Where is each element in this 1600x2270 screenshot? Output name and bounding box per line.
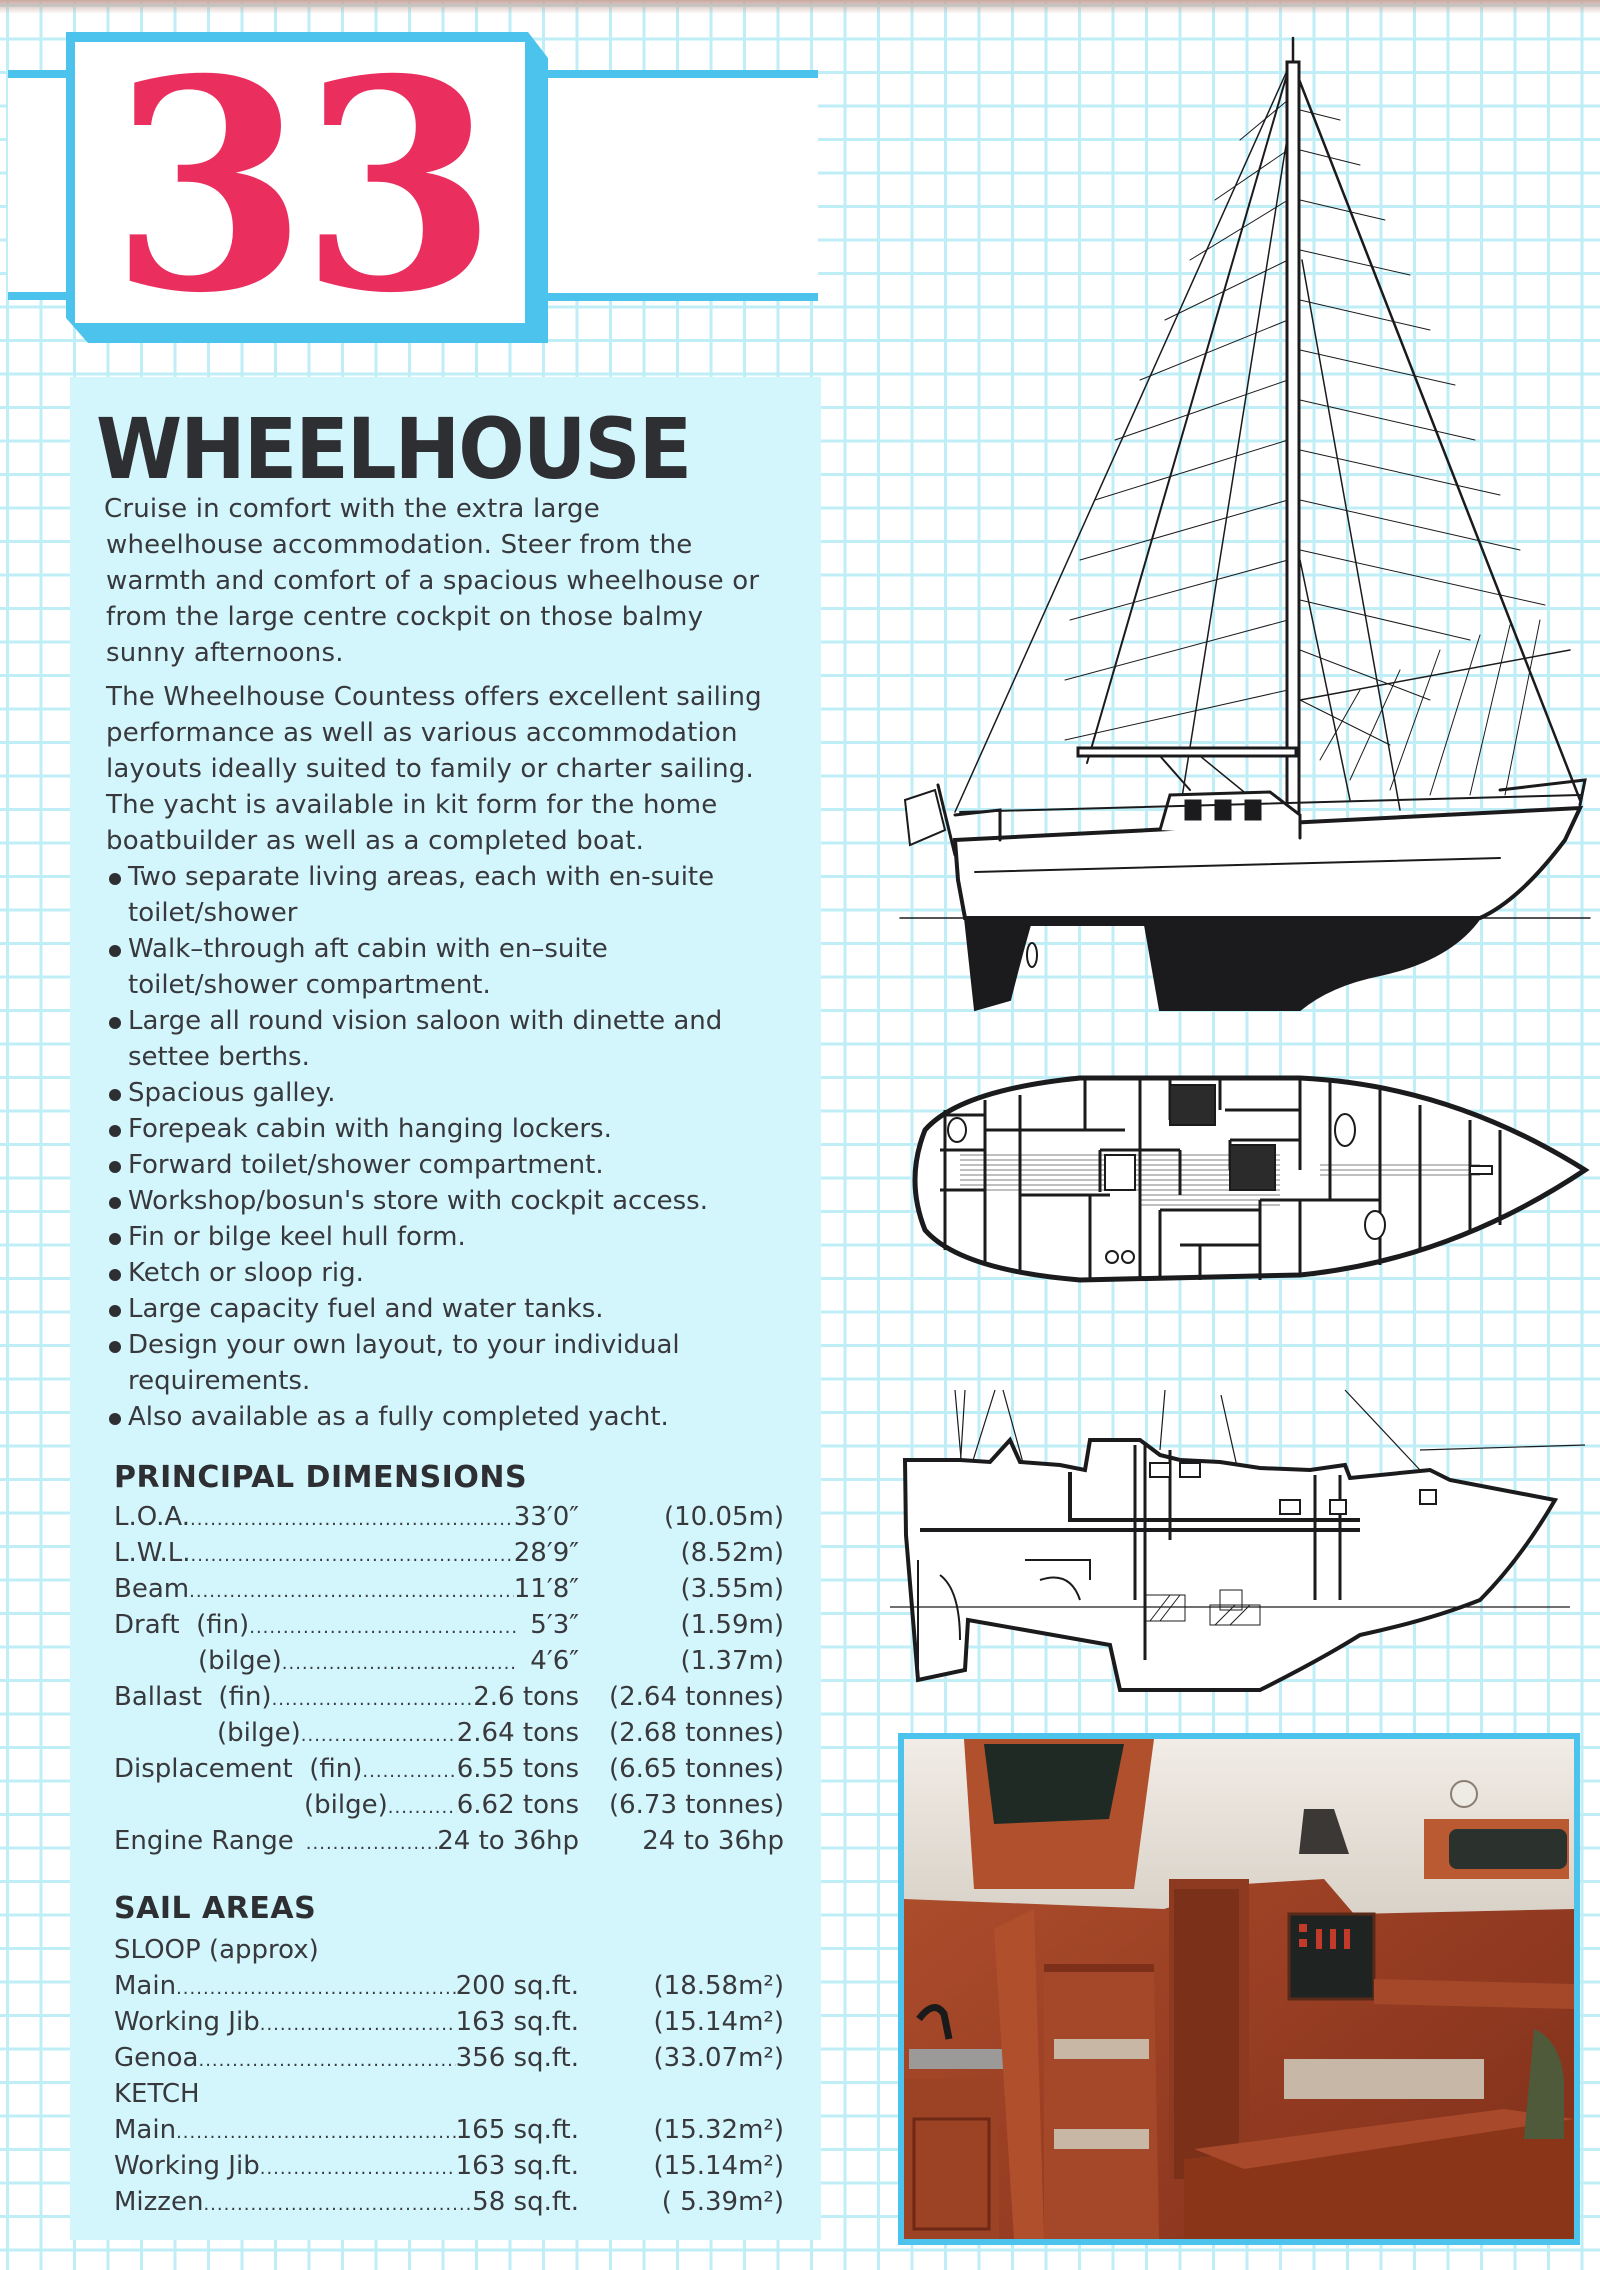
feature-item: Walk–through aft cabin with en–suite toilet/shower compartment. [106,931,688,1003]
dimension-imperial: 2.64 tons [456,1718,579,1748]
dimension-imperial: 24 to 36hp [437,1826,579,1856]
saloon-interior-image [904,1739,1574,2239]
sail-label: Main [114,2115,177,2145]
sail-imperial: 58 sq.ft. [472,2187,579,2217]
text-line: wheelhouse accommodation. Steer from the [106,530,693,560]
leader-dots [301,1718,457,1754]
sail-imperial: 163 sq.ft. [455,2151,579,2181]
dimension-metric: (6.65 tonnes) [608,1754,784,1784]
leader-dots [176,2115,456,2151]
dimension-metric: (2.64 tonnes) [608,1682,784,1712]
feature-item: Workshop/bosun's store with cockpit access. [106,1183,806,1219]
interior-photo [898,1733,1580,2245]
text-line: performance as well as various accommodation [106,718,738,748]
sail-metric: (18.58m²) [653,1971,784,2001]
header-band-right [548,78,818,293]
propeller-icon [1027,943,1037,967]
dimension-label: L.W.L. [114,1538,191,1568]
leader-dots [272,1682,474,1718]
principal-dimensions-heading: PRINCIPAL DIMENSIONS [114,1460,528,1495]
jib-luff [1302,260,1400,810]
leader-dots [198,2043,455,2079]
leader-dots [260,2151,456,2187]
mainsail-battens [1065,100,1545,795]
sail-row [114,2112,784,2148]
dimension-imperial: 11′8″ [513,1574,579,1604]
dimension-label: Draft (fin) [114,1610,250,1640]
sail-plan-drawing [880,30,1600,1040]
model-number: 33 [110,16,490,357]
dimension-metric: (8.52m) [680,1538,784,1568]
dimension-row [114,1571,784,1607]
header-stripe-bottom-left [8,292,68,300]
header-stripe-top-left [8,70,68,78]
leader-dots [282,1646,517,1682]
text-line: boatbuilder as well as a completed boat. [106,826,645,856]
cutaway-profile-drawing [880,1370,1600,1700]
feature-item: Two separate living areas, each with en-suite toilet/shower [106,859,728,931]
dimension-label: Ballast (fin) [114,1682,272,1712]
sail-label: Genoa [114,2043,199,2073]
mainsail-leech [1087,64,1290,763]
text-line: The yacht is available in kit form for the home [106,790,718,820]
dimension-metric: (6.73 tonnes) [608,1790,784,1820]
dimension-label: Beam [114,1574,190,1604]
feature-list [106,859,806,1435]
feature-item: Spacious galley. [106,1075,806,1111]
dimension-label: Engine Range [114,1826,294,1856]
leader-dots [203,2187,472,2223]
dimension-row [114,1607,784,1643]
sail-metric: (15.14m²) [653,2151,784,2181]
leader-dots [189,1574,514,1610]
page-title: WHEELHOUSE [96,400,691,498]
header-stripe-bottom-right [548,293,818,301]
hull-section-outline [905,1440,1555,1690]
sail-row [114,2148,784,2184]
dimension-label: (bilge) [217,1718,301,1748]
feature-item: Forward toilet/shower compartment. [106,1147,806,1183]
toilet-icon [1365,1211,1385,1239]
forestay [1293,64,1580,800]
dimension-row [114,1499,784,1535]
page-edge-shadow [0,0,1600,14]
feature-item: Forepeak cabin with hanging lockers. [106,1111,806,1147]
engine-icon [1105,1155,1135,1190]
dimension-imperial: 6.55 tons [456,1754,579,1784]
leader-dots [260,2007,456,2043]
text-line: from the large centre cockpit on those balmy [106,602,704,632]
sail-row [114,2004,784,2040]
feature-item: Large all round vision saloon with dinette and settee berths. [106,1003,768,1075]
header-band-left [8,78,68,293]
hull-underwater-keel [965,918,1480,1010]
dimension-metric: (10.05m) [663,1502,784,1532]
dimension-metric: (3.55m) [680,1574,784,1604]
sail-imperial: 165 sq.ft. [455,2115,579,2145]
accommodation-plan-drawing [880,1060,1600,1360]
sail-row [114,2040,784,2076]
text-line: The Wheelhouse Countess offers excellent sailing [106,682,762,712]
text-line: Cruise in comfort with the extra large [104,494,600,524]
toilet-icon [948,1118,966,1142]
dimension-metric: 24 to 36hp [642,1826,784,1856]
intro-paragraph-1 [106,491,806,671]
dimension-label: (bilge) [198,1646,282,1676]
sail-imperial: 163 sq.ft. [455,2007,579,2037]
header-stripe-top-right [548,70,818,78]
sail-areas-heading: SAIL AREAS [114,1891,317,1926]
text-line: layouts ideally suited to family or charter sailing. [106,754,754,784]
dimension-label: L.O.A. [114,1502,191,1532]
feature-item: Design your own layout, to your individual requirements. [106,1327,728,1399]
feature-item: Also available as a fully completed yacht. [106,1399,806,1435]
leader-dots [362,1754,456,1790]
sail-areas-table [114,1932,784,2220]
sail-row [114,1968,784,2004]
sail-imperial: 356 sq.ft. [455,2043,579,2073]
dimension-row [114,1787,784,1823]
mast [1287,62,1299,822]
text-line: warmth and comfort of a spacious wheelhouse or [106,566,760,596]
dimension-row [114,1535,784,1571]
pulpit [1500,780,1585,805]
text-line: sunny afternoons. [106,638,344,668]
sail-group-sloop: SLOOP (approx) [114,1935,319,1965]
dimension-label: (bilge) [304,1790,388,1820]
dimension-metric: (2.68 tonnes) [608,1718,784,1748]
sail-label: Working Jib [114,2151,260,2181]
leader-dots [176,1971,456,2007]
dimension-imperial: 4′6″ [530,1646,579,1676]
feature-item: Ketch or sloop rig. [106,1255,806,1291]
boom [1078,748,1296,756]
sail-metric: (15.32m²) [653,2115,784,2145]
dimension-imperial: 33′0″ [513,1502,579,1532]
sail-label: Main [114,1971,177,2001]
dimension-label: Displacement (fin) [114,1754,363,1784]
dimension-imperial: 28′9″ [513,1538,579,1568]
leader-dots [388,1790,457,1826]
sail-group-ketch: KETCH [114,2079,200,2109]
dimension-imperial: 2.6 tons [473,1682,579,1712]
table-icon [1170,1085,1215,1125]
leader-dots [191,1538,514,1574]
dimension-imperial: 6.62 tons [456,1790,579,1820]
toilet-icon [1335,1114,1355,1146]
sail-metric: (33.07m²) [653,2043,784,2073]
sail-row [114,2184,784,2220]
sail-label: Working Jib [114,2007,260,2037]
dimension-row [114,1679,784,1715]
sail-metric: (15.14m²) [653,2007,784,2037]
sail-metric: ( 5.39m²) [661,2187,784,2217]
dimension-row [114,1751,784,1787]
dimension-row [114,1643,784,1679]
leader-dots [249,1610,516,1646]
intro-paragraph-2 [106,679,806,859]
dimension-imperial: 5′3″ [530,1610,579,1640]
ensign-flag-icon [905,790,945,845]
principal-dimensions-table [114,1499,784,1859]
model-number-box [75,16,525,357]
dimension-row [114,1823,784,1859]
feature-item: Large capacity fuel and water tanks. [106,1291,806,1327]
dimension-row [114,1715,784,1751]
dimension-metric: (1.59m) [680,1610,784,1640]
feature-item: Fin or bilge keel hull form. [106,1219,806,1255]
leader-dots [306,1826,437,1862]
leader-dots [190,1502,514,1538]
dimension-metric: (1.37m) [680,1646,784,1676]
sail-imperial: 200 sq.ft. [455,1971,579,2001]
sail-label: Mizzen [114,2187,204,2217]
